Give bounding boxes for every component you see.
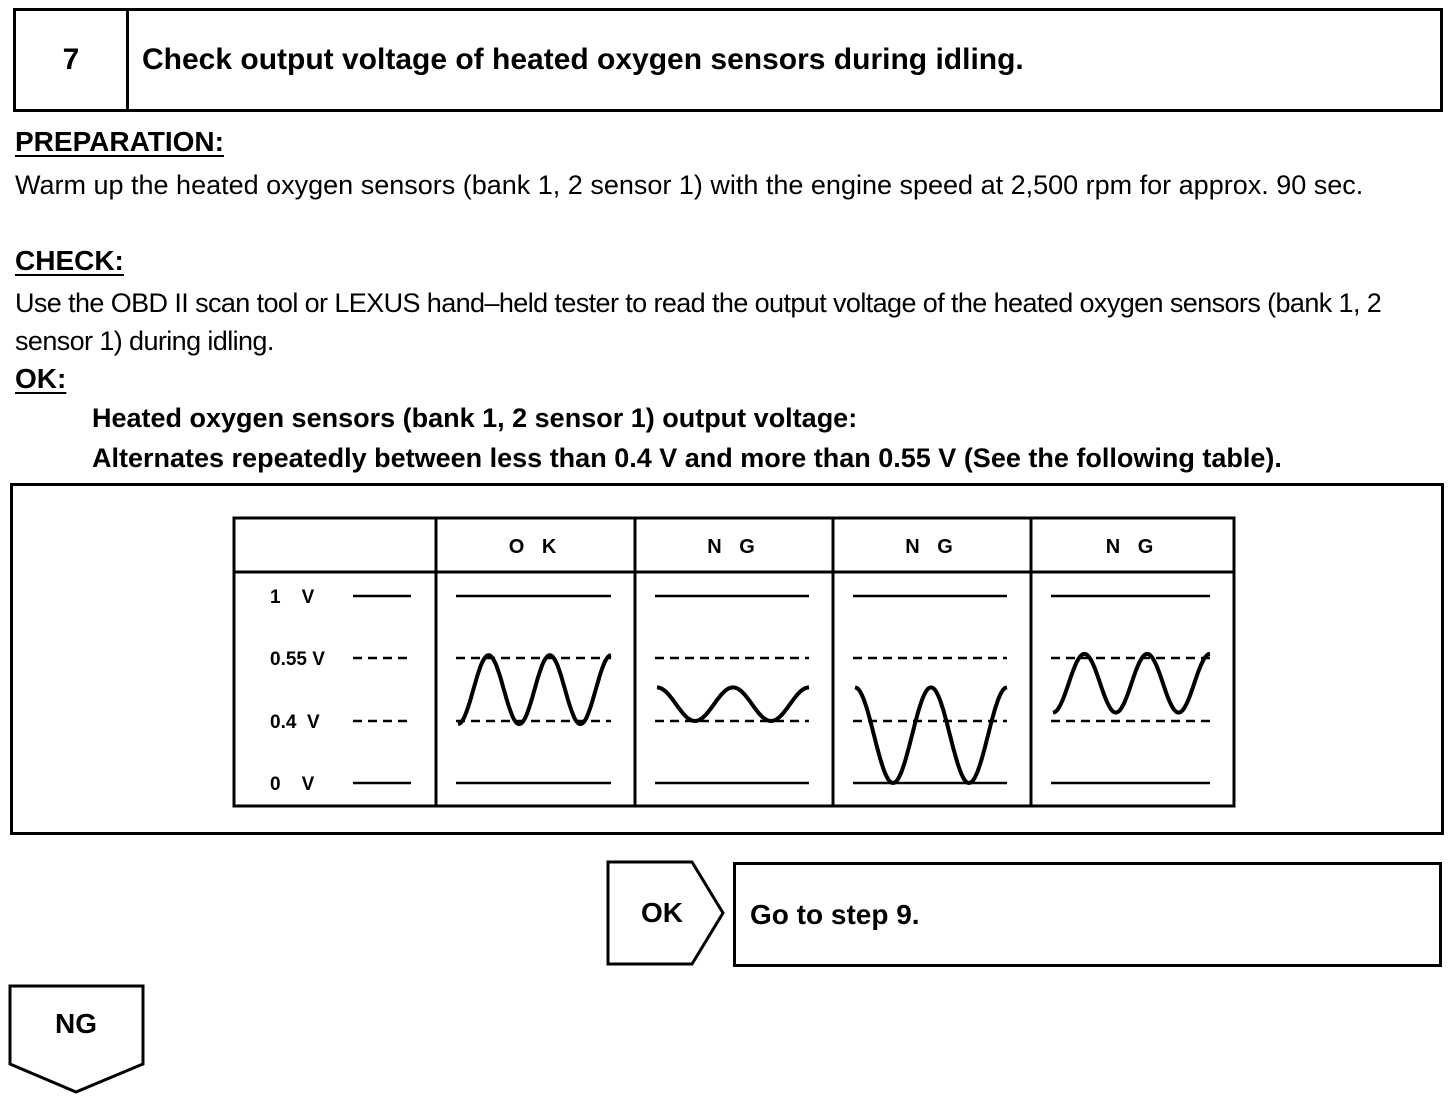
step-number: 7 [16,11,129,109]
check-text: Use the OBD II scan tool or LEXUS hand–held tester to read the output voltage of the heated oxygen sensors (bank 1, 2 sensor 1) during idling. [15,288,1382,356]
waveform-line [458,655,611,724]
ng-branch-label: NG [55,1008,97,1039]
column-header: O K [508,536,563,558]
column-header: N G [905,536,959,558]
table-frame [234,518,1234,806]
waveform-line [855,687,1007,783]
column-header: N G [707,536,761,558]
check-heading: CHECK: [15,245,124,276]
ok-spec-line-2: Alternates repeatedly between less than 0.4 V and more than 0.55 V (See the following table). [92,443,1282,473]
go-to-step-action: Go to step 9. [733,862,1442,967]
level-label: 0 V [270,774,315,795]
step-title: Check output voltage of heated oxygen sensors during idling. [142,43,1024,76]
preparation-text: Warm up the heated oxygen sensors (bank 1, 2 sensor 1) with the engine speed at 2,500 rpm for approx. 90 sec. [15,170,1364,200]
ok-heading: OK: [15,363,67,394]
level-label: 1 V [270,587,315,608]
level-label: 0.4 V [270,712,320,733]
ok-spec-line-1: Heated oxygen sensors (bank 1, 2 sensor 1) output voltage: [92,403,858,433]
preparation-heading: PREPARATION: [15,126,224,157]
level-label: 0.55 V [270,649,325,670]
waveform-line [657,687,809,721]
ok-branch-label: OK [641,897,683,928]
waveform-line [1053,654,1210,713]
column-header: N G [1105,536,1160,558]
